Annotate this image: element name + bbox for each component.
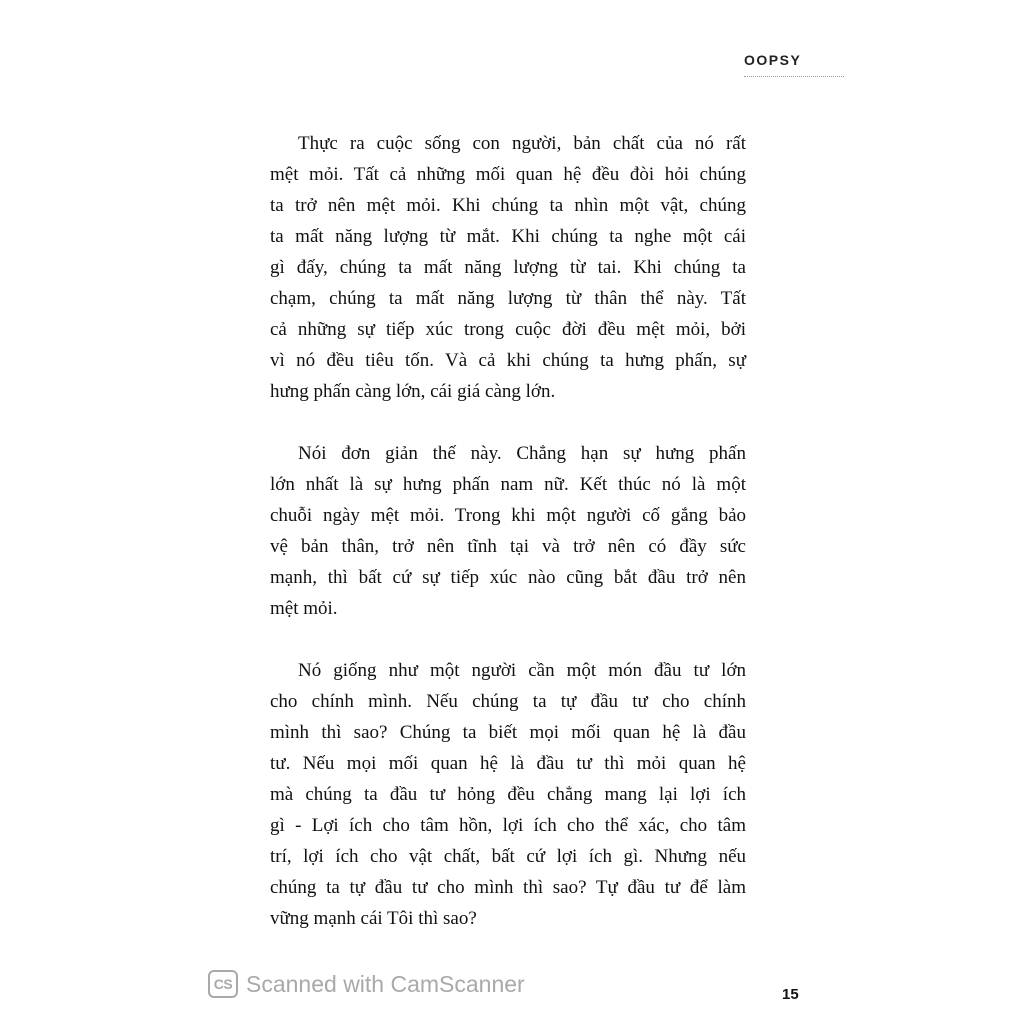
text-line: mạnh, thì bất cứ sự tiếp xúc nào cũng bắt đầu trở nên	[270, 567, 746, 588]
text-line: chạm, chúng ta mất năng lượng từ thân thể này. Tất	[270, 288, 746, 309]
text-line: mình thì sao? Chúng ta biết mọi mối quan hệ là đầu	[270, 722, 746, 743]
text-line: chúng ta tự đầu tư cho mình thì sao? Tự đầu tư để làm	[270, 877, 746, 898]
text-line: Thực ra cuộc sống con người, bản chất của nó rất	[298, 133, 746, 154]
text-line: ta mất năng lượng từ mắt. Khi chúng ta nghe một cái	[270, 226, 746, 247]
paragraph-2	[270, 438, 746, 624]
text-line: vững mạnh cái Tôi thì sao?	[270, 908, 477, 929]
text-line: mà chúng ta đầu tư hỏng đều chẳng mang lại lợi ích	[270, 784, 746, 805]
text-line: tư. Nếu mọi mối quan hệ là đầu tư thì mỏi quan hệ	[270, 753, 746, 774]
text-line: cả những sự tiếp xúc trong cuộc đời đều mệt mỏi, bởi	[270, 319, 746, 340]
camscanner-watermark	[208, 970, 525, 998]
text-line: lớn nhất là sự hưng phấn nam nữ. Kết thúc nó là một	[270, 474, 746, 495]
paragraph-3	[270, 655, 746, 934]
text-line: Nói đơn giản thế này. Chẳng hạn sự hưng phấn	[298, 443, 746, 464]
text-line: chuỗi ngày mệt mỏi. Trong khi một người cố gắng bảo	[270, 505, 746, 526]
watermark-text: Scanned with CamScanner	[246, 970, 525, 997]
text-line: ta trở nên mệt mỏi. Khi chúng ta nhìn một vật, chúng	[270, 195, 746, 216]
running-header: OOPSY	[744, 52, 802, 68]
camscanner-logo-icon: CS	[208, 970, 238, 998]
text-line: gì - Lợi ích cho tâm hồn, lợi ích cho thể xác, cho tâm	[270, 815, 746, 836]
text-line: vệ bản thân, trở nên tĩnh tại và trở nên có đầy sức	[270, 536, 746, 557]
body-text	[270, 128, 746, 965]
page-number: 15	[782, 986, 799, 1003]
paragraph-1	[270, 128, 746, 407]
text-line: mệt mỏi. Tất cả những mối quan hệ đều đòi hỏi chúng	[270, 164, 746, 185]
text-line: hưng phấn càng lớn, cái giá càng lớn.	[270, 381, 556, 402]
text-line: cho chính mình. Nếu chúng ta tự đầu tư cho chính	[270, 691, 746, 712]
text-line: mệt mỏi.	[270, 598, 338, 619]
text-line: Nó giống như một người cần một món đầu tư lớn	[298, 660, 746, 681]
text-line: trí, lợi ích cho vật chất, bất cứ lợi ích gì. Nhưng nếu	[270, 846, 746, 867]
header-rule	[744, 76, 844, 77]
text-line: gì đấy, chúng ta mất năng lượng từ tai. Khi chúng ta	[270, 257, 746, 278]
text-line: vì nó đều tiêu tốn. Và cả khi chúng ta hưng phấn, sự	[270, 350, 746, 371]
